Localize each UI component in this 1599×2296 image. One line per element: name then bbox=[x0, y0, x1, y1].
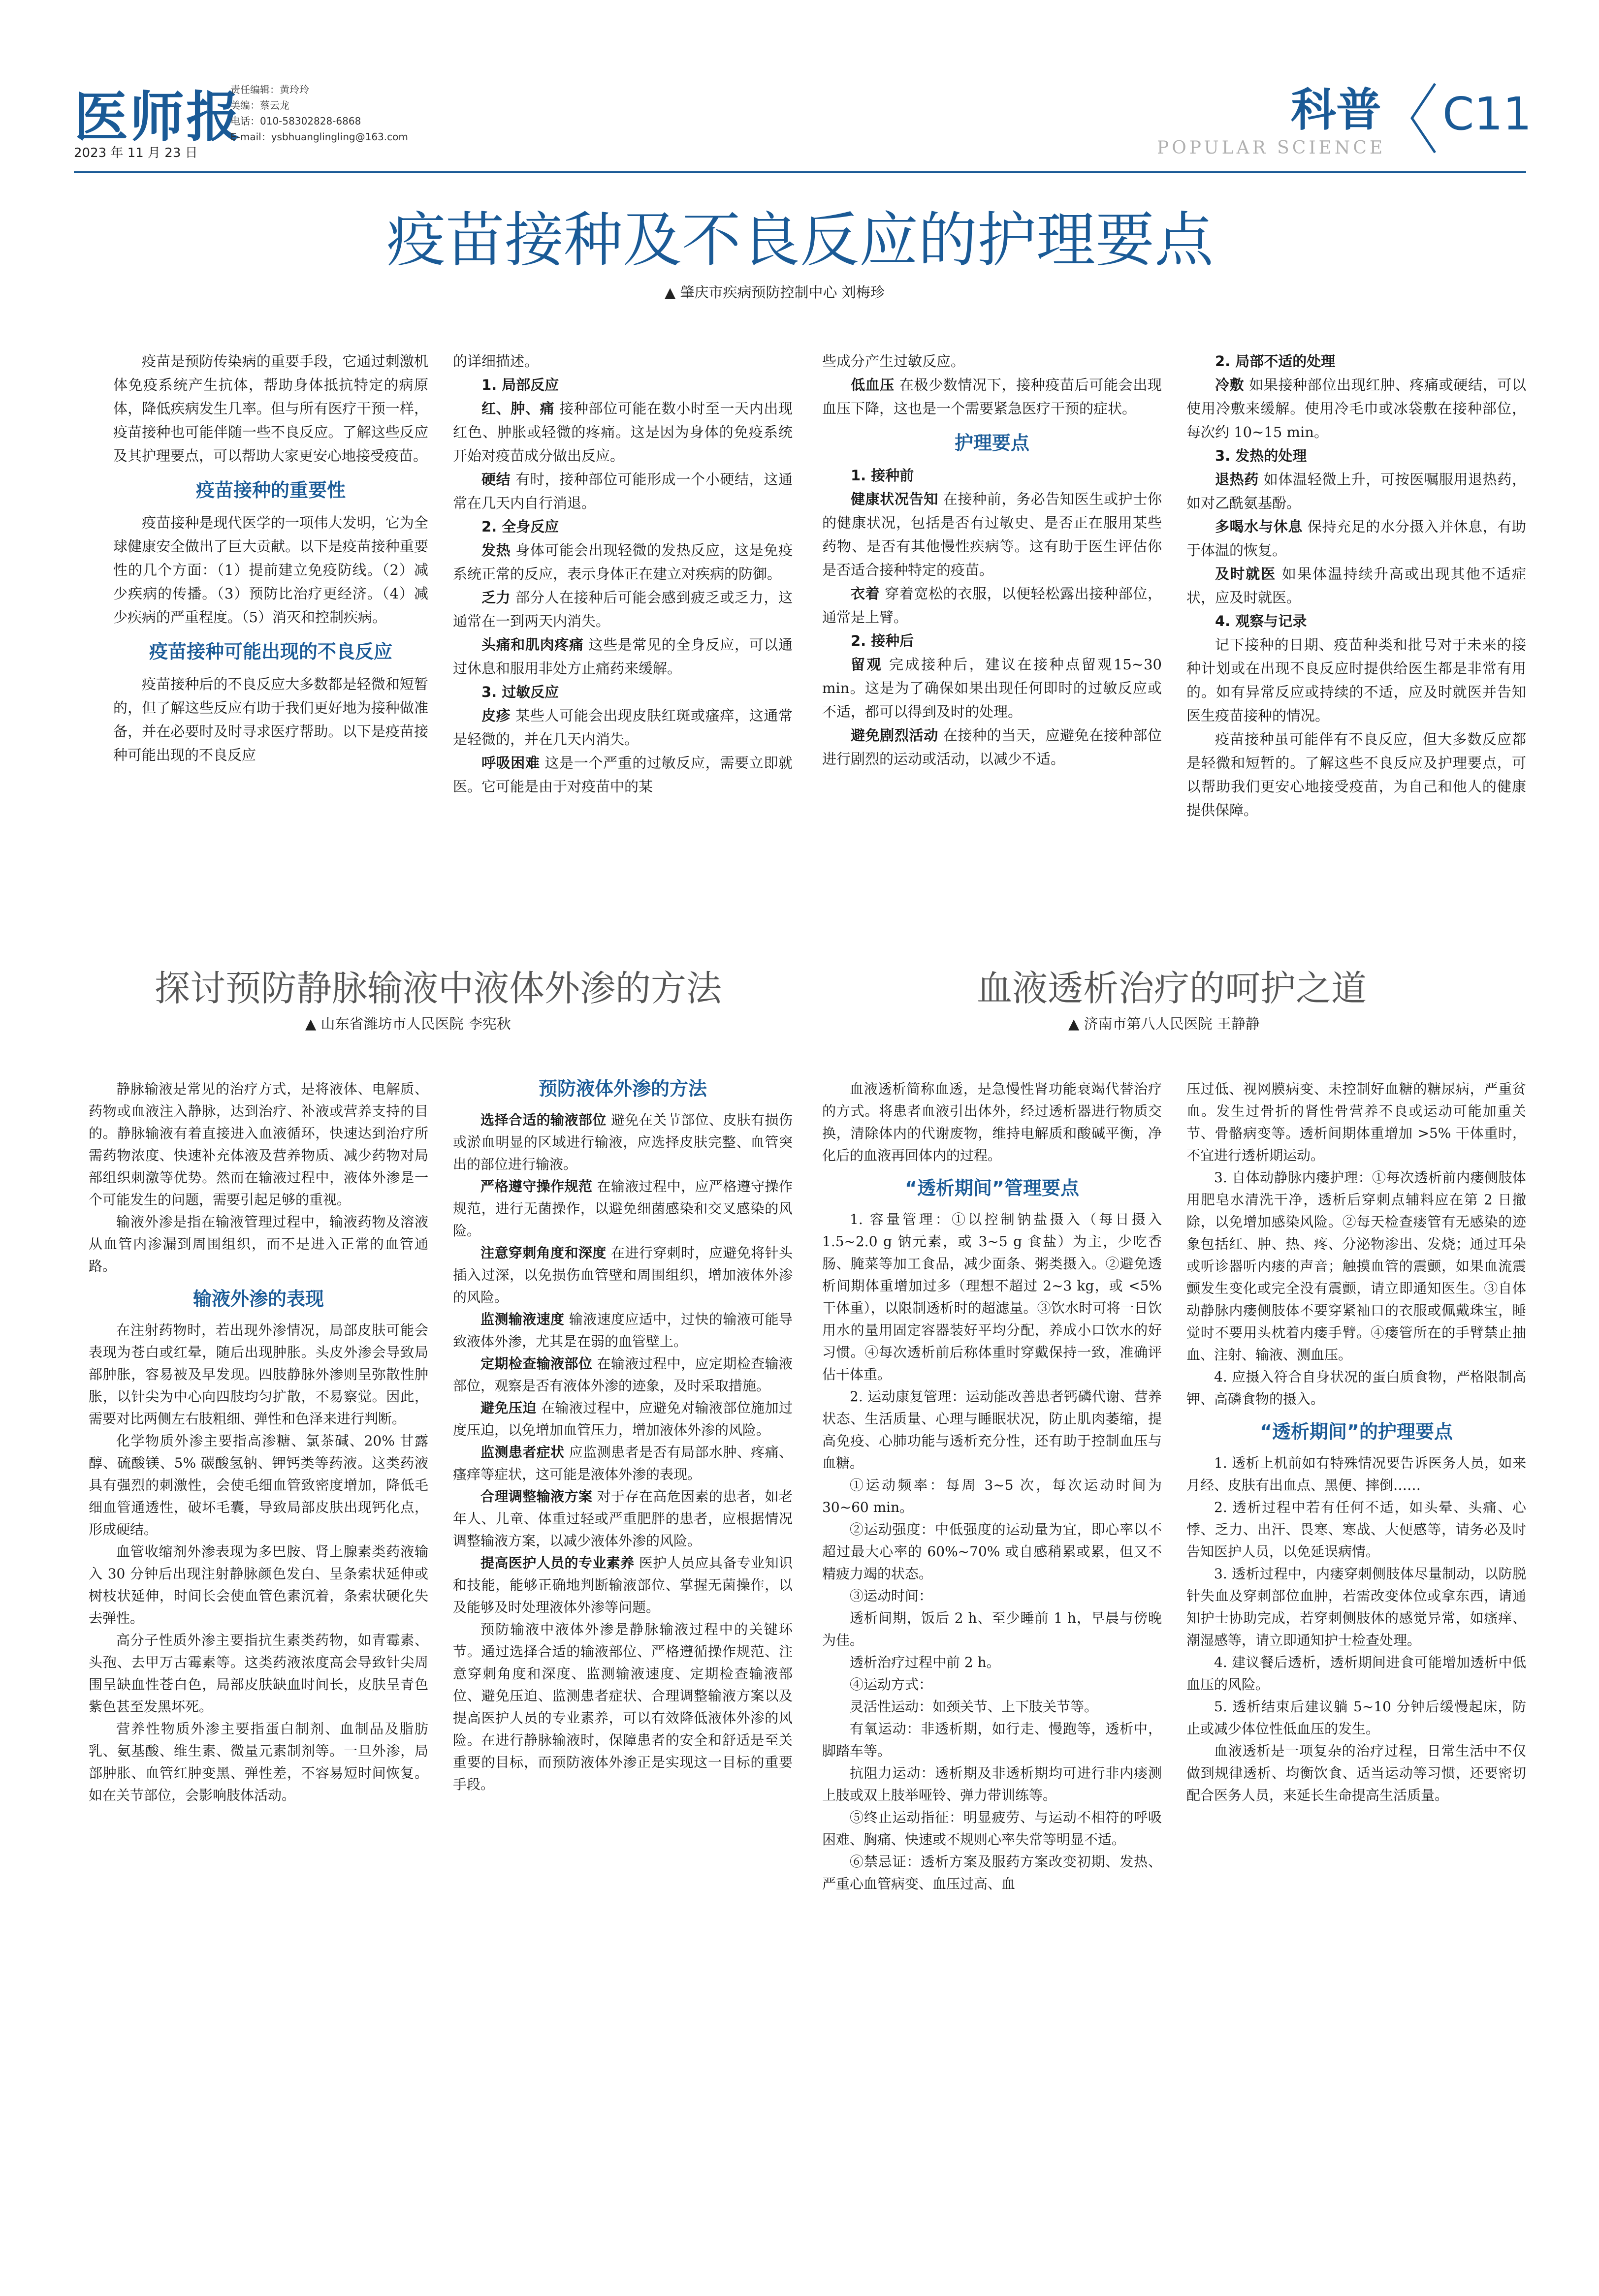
article1-column-1 bbox=[113, 349, 428, 767]
subheading: 2. 全身反应 bbox=[481, 518, 559, 535]
term-text: 部分人在接种后可能会感到疲乏或乏力，这通常在一到两天内消失。 bbox=[453, 589, 793, 629]
section-heading: 预防液体外渗的方法 bbox=[538, 1078, 707, 1100]
chevron-left-icon bbox=[1408, 79, 1438, 157]
article1-title: 疫苗接种及不良反应的护理要点 bbox=[386, 206, 1214, 275]
paragraph bbox=[822, 653, 1162, 723]
paragraph: ⑤终止运动指征：明显疲劳、与运动不相符的呼吸困难、胸痛、快速或不规则心率失常等明显不适。 bbox=[822, 1809, 1162, 1848]
term-text: 有时，接种部位可能形成一个小硬结，这通常在几天内自行消退。 bbox=[453, 471, 793, 511]
paragraph bbox=[1186, 562, 1526, 609]
paragraph bbox=[453, 538, 793, 586]
paragraph: 血液透析简称血透，是急慢性肾功能衰竭代替治疗的方式。将患者血液引出体外，经过透析器进行物质交换，清除体内的代谢废物，维持电解质和酸碱平衡，净化后的血液再回体内的过程。 bbox=[822, 1081, 1162, 1164]
editor-line: 责任编辑：黄玲玲 bbox=[230, 84, 309, 95]
paragraph bbox=[453, 1109, 793, 1175]
paragraph bbox=[453, 586, 793, 633]
term: 留观 bbox=[851, 656, 883, 673]
paragraph: ③运动时间： bbox=[850, 1588, 933, 1604]
subheading: 1. 接种前 bbox=[851, 467, 914, 484]
term-text: 某些人可能会出现皮肤红斑或瘙痒，这通常是轻微的，并在几天内消失。 bbox=[453, 707, 793, 748]
article1-column-3 bbox=[822, 349, 1162, 771]
paragraph: 1. 容量管理：①以控制钠盐摄入（每日摄入 1.5~2.0 g 钠元素，或 3~5 g 食盐）为主，少吃香肠、腌菜等加工食品，减少面条、粥类摄入。②避免透析间期体重增加过多（理想不超过 2~3 kg，或 <5% 干体重），以限制透析时的超滤量。③饮水时可将一日饮用水的量用固定容器装好平均分配，养成小口饮水的好习惯。④每次透析前后称体重时穿戴保持一致，准确评估干体重。 bbox=[822, 1211, 1162, 1383]
article2-byline: ▲ 山东省潍坊市人民医院 李宪秋 bbox=[305, 1015, 511, 1032]
term: 乏力 bbox=[481, 589, 511, 606]
paragraph: 输液外渗是指在输液管理过程中，输液药物及溶液从血管内渗漏到周围组织，而不是进入正常的血管通路。 bbox=[89, 1214, 428, 1274]
paragraph: 血管收缩剂外渗表现为多巴胺、肾上腺素类药液输入 30 分钟后出现注射静脉颜色发白、呈条索状延伸或树枝状延伸，时间长会使血管色素沉着，条索状硬化失去弹性。 bbox=[89, 1543, 428, 1626]
paragraph bbox=[453, 1441, 793, 1485]
term: 避免剧烈活动 bbox=[851, 727, 938, 744]
paragraph: 透析间期，饭后 2 h、至少睡前 1 h，早晨与傍晚为佳。 bbox=[822, 1610, 1162, 1648]
paragraph: 预防输液中液体外渗是静脉输液过程中的关键环节。通过选择合适的输液部位、严格遵循操作规范、注意穿刺角度和深度、监测输液速度、定期检查输液部位、避免压迫、监测患者症状、合理调整输液方案以及提高医护人员的专业素养，可以有效降低液体外渗的风险。在进行静脉输液时，保障患者的安全和舒适是至关重要的目标，而预防液体外渗正是实现这一目标的重要手段。 bbox=[453, 1621, 793, 1793]
paragraph: 血液透析是一项复杂的治疗过程，日常生活中不仅做到规律透析、均衡饮食、适当运动等习惯，还要密切配合医务人员，来延长生命提高生活质量。 bbox=[1186, 1743, 1526, 1803]
paragraph: 3. 透析过程中，内瘘穿刺侧肢体尽量制动，以防脱针失血及穿刺部位血肿，若需改变体位或拿东西，请通知护士协助完成，若穿刺侧肢体的感觉异常，如瘙痒、潮湿感等，请立即通知护士检查处理。 bbox=[1186, 1566, 1526, 1648]
paragraph bbox=[822, 582, 1162, 629]
paragraph bbox=[822, 373, 1162, 420]
paragraph: 疫苗是预防传染病的重要手段，它通过刺激机体免疫系统产生抗体，帮助身体抵抗特定的病原体，降低疾病发生几率。但与所有医疗干预一样，疫苗接种也可能伴随一些不良反应。了解这些反应及其护理要点，可以帮助大家更安心地接受疫苗。 bbox=[113, 353, 428, 464]
paragraph: 些成分产生过敏反应。 bbox=[822, 353, 965, 370]
masthead-rule bbox=[74, 171, 1526, 173]
term: 注意穿刺角度和深度 bbox=[480, 1245, 607, 1261]
paragraph bbox=[453, 1242, 793, 1308]
term-text: 身体可能会出现轻微的发热反应，这是免疫系统正常的反应，表示身体正在建立对疾病的防御。 bbox=[453, 542, 793, 582]
paragraph bbox=[453, 751, 793, 798]
paragraph: 3. 自体动静脉内瘘护理：①每次透析前内瘘侧肢体用肥皂水清洗干净，透析后穿刺点辅料应在第 2 日撤除，以免增加感染风险。②每天检查瘘管有无感染的迹象包括红、肿、热、疼、分泌物渗出、发烧；通过耳朵或听诊器听内瘘的声音；触摸血管的震颤，如果血流震颤发生变化或完全没有震颤，请立即通知医生。③自体动静脉内瘘侧肢体不要穿紧袖口的衣服或佩戴珠宝，睡觉时不要用头枕着内瘘手臂。④瘘管所在的手臂禁止抽血、注射、输液、测血压。 bbox=[1186, 1169, 1526, 1363]
paragraph: 记下接种的日期、疫苗种类和批号对于未来的接种计划或在出现不良反应时提供给医生都是非常有用的。如有异常反应或持续的不适，应及时就医并告知医生疫苗接种的情况。 bbox=[1186, 636, 1526, 724]
page-number: C11 bbox=[1442, 88, 1532, 140]
paragraph: ①运动频率：每周 3~5 次，每次运动时间为 30~60 min。 bbox=[822, 1477, 1162, 1515]
term-text: 医护人员应具备专业知识和技能，能够正确地判断输液部位、掌握无菌操作，以及能够及时处理液体外渗等问题。 bbox=[453, 1555, 793, 1615]
term-text: 如果接种部位出现红肿、疼痛或硬结，可以使用冷敷来缓解。使用冷毛巾或冰袋敷在接种部位，每次约 10~15 min。 bbox=[1186, 377, 1526, 440]
paragraph: ⑥禁忌证：透析方案及服药方案改变初期、发热、严重心血管病变、血压过高、血 bbox=[822, 1854, 1162, 1892]
paragraph bbox=[453, 1308, 793, 1352]
subheading: 3. 发热的处理 bbox=[1215, 447, 1307, 464]
term-text: 避免在关节部位、皮肤有损伤或淤血明显的区域进行输液，应选择皮肤完整、血管突出的部位进行输液。 bbox=[453, 1112, 793, 1172]
paragraph bbox=[453, 468, 793, 515]
paragraph: 抗阻力运动：透析期及非透析期均可进行非内瘘测上肢或双上肢举哑铃、弹力带训练等。 bbox=[822, 1765, 1162, 1803]
paragraph: 4. 应摄入符合自身状况的蛋白质食物，严格限制高钾、高磷食物的摄入。 bbox=[1186, 1369, 1526, 1407]
paragraph bbox=[453, 1175, 793, 1242]
phone-line: 电话：010-58302828-6868 bbox=[230, 115, 361, 127]
paragraph: 高分子性质外渗主要指抗生素类药物，如青霉素、头孢、去甲万古霉素等。这类药液浓度高会导致针尖周围呈缺血性苍白色，局部皮肤缺血时间长，皮肤呈青色紫色甚至发黑坏死。 bbox=[89, 1632, 428, 1715]
term: 低血压 bbox=[851, 377, 895, 393]
subheading: 3. 过敏反应 bbox=[481, 684, 559, 700]
subheading: 1. 局部反应 bbox=[481, 377, 559, 393]
section-heading: 护理要点 bbox=[954, 432, 1029, 454]
paragraph: 疫苗接种后的不良反应大多数都是轻微和短暂的，但了解这些反应有助于我们更好地为接种做准备，并在必要时及时寻求医疗帮助。以下是疫苗接种可能出现的不良反应 bbox=[113, 676, 428, 763]
article3-byline: ▲ 济南市第八人民医院 王静静 bbox=[1068, 1015, 1260, 1032]
term: 严格遵守操作规范 bbox=[480, 1178, 593, 1195]
term: 多喝水与休息 bbox=[1215, 518, 1303, 535]
paragraph: 透析治疗过程中前 2 h。 bbox=[850, 1654, 1000, 1670]
paragraph bbox=[453, 1352, 793, 1397]
term-text: 在极少数情况下，接种疫苗后可能会出现血压下降，这也是一个需要紧急医疗干预的症状。 bbox=[822, 377, 1162, 417]
paragraph: ④运动方式： bbox=[850, 1676, 933, 1693]
term-text: 这些是常见的全身反应，可以通过休息和服用非处方止痛药来缓解。 bbox=[453, 636, 793, 677]
term-text: 穿着宽松的衣服，以便轻松露出接种部位，通常是上臂。 bbox=[822, 585, 1162, 626]
term: 定期检查输液部位 bbox=[480, 1355, 593, 1372]
section-heading: 输液外渗的表现 bbox=[192, 1288, 324, 1310]
article3-column-1 bbox=[822, 1078, 1162, 1895]
editor-info bbox=[230, 82, 408, 145]
email-line: E-mail：ysbhuanglingling@163.com bbox=[230, 131, 408, 143]
term-text: 在接种的当天，应避免在接种部位进行剧烈的运动或活动，以减少不适。 bbox=[822, 727, 1162, 767]
term: 发热 bbox=[481, 542, 511, 559]
term: 衣着 bbox=[851, 585, 880, 602]
designer-line: 美编：蔡云龙 bbox=[230, 99, 289, 111]
paragraph: 营养性物质外渗主要指蛋白制剂、血制品及脂肪乳、氨基酸、维生素、微量元素制剂等。一旦外渗，局部肿胀、血管红肿变黑、弹性差，不容易短时间恢复。如在关节部位，会影响肢体活动。 bbox=[89, 1721, 428, 1803]
term: 头痛和肌肉疼痛 bbox=[481, 636, 584, 653]
paragraph bbox=[453, 1552, 793, 1618]
article1-column-2 bbox=[453, 349, 793, 798]
article1-column-4 bbox=[1186, 349, 1526, 822]
paragraph: 静脉输液是常见的治疗方式，是将液体、电解质、药物或血液注入静脉，达到治疗、补液或营养支持的目的。静脉输液有着直接进入血液循环，快速达到治疗所需药物浓度、快速补充体液及营养物质、减少药物对局部组织刺激等优势。然而在输液过程中，液体外渗是一个可能发生的问题，需要引起足够的重视。 bbox=[89, 1081, 428, 1208]
section-title: 科普 bbox=[1291, 84, 1382, 136]
paragraph: 的详细描述。 bbox=[453, 353, 539, 370]
term: 健康状况告知 bbox=[851, 491, 938, 507]
article2-column-2 bbox=[453, 1078, 793, 1795]
term: 退热药 bbox=[1215, 471, 1259, 488]
paragraph: 4. 建议餐后透析，透析期间进食可能增加透析中低血压的风险。 bbox=[1186, 1654, 1526, 1693]
term-text: 在接种前，务必告知医生或护士你的健康状况，包括是否有过敏史、是否正在服用某些药物、是否有其他慢性疾病等。这有助于医生评估你是否适合接种特定的疫苗。 bbox=[822, 491, 1162, 578]
term-text: 如果体温持续升高或出现其他不适症状，应及时就医。 bbox=[1186, 566, 1526, 606]
newspaper-logo: 医师报 bbox=[74, 85, 242, 149]
paragraph bbox=[453, 1397, 793, 1441]
section-heading: 疫苗接种的重要性 bbox=[195, 479, 346, 501]
term: 合理调整输液方案 bbox=[480, 1488, 593, 1505]
term-text: 接种部位可能在数小时至一天内出现红色、肿胀或轻微的疼痛。这是因为身体的免疫系统开始对疫苗成分做出反应。 bbox=[453, 400, 793, 464]
term-text: 对于存在高危因素的患者，如老年人、儿童、体重过轻或严重肥胖的患者，应根据情况调整输液方案，以减少液体外渗的风险。 bbox=[453, 1488, 793, 1549]
paragraph: 2. 透析过程中若有任何不适，如头晕、头痛、心悸、乏力、出汗、畏寒、寒战、大便感等，请务必及时告知医护人员，以免延误病情。 bbox=[1186, 1499, 1526, 1560]
subheading: 2. 接种后 bbox=[851, 632, 914, 649]
term-text: 应监测患者是否有局部水肿、疼痛、瘙痒等症状，这可能是液体外渗的表现。 bbox=[453, 1444, 793, 1482]
term: 冷敷 bbox=[1215, 377, 1245, 393]
paragraph bbox=[822, 723, 1162, 771]
paragraph bbox=[453, 633, 793, 680]
term-text: 保持充足的水分摄入并休息，有助于体温的恢复。 bbox=[1186, 518, 1526, 559]
paragraph: 5. 透析结束后建议躺 5~10 分钟后缓慢起床，防止或减少体位性低血压的发生。 bbox=[1186, 1698, 1526, 1737]
term: 避免压迫 bbox=[480, 1400, 537, 1416]
term-text: 完成接种后，建议在接种点留观15~30 min。这是为了确保如果出现任何即时的过敏反应或不适，都可以得到及时的处理。 bbox=[822, 656, 1162, 720]
term: 硬结 bbox=[481, 471, 511, 488]
paragraph: 1. 透析上机前如有特殊情况要告诉医务人员，如来月经、皮肤有出血点、黑便、摔倒…… bbox=[1186, 1455, 1526, 1493]
article3-column-2 bbox=[1186, 1078, 1526, 1806]
paragraph: 有氧运动：非透析期，如行走、慢跑等，透析中，脚踏车等。 bbox=[822, 1721, 1162, 1759]
subheading: 4. 观察与记录 bbox=[1215, 613, 1307, 629]
article3-title: 血液透析治疗的呵护之道 bbox=[976, 968, 1367, 1009]
term-text: 在输液过程中，应避免对输液部位施加过度压迫，以免增加血管压力，增加液体外渗的风险。 bbox=[453, 1400, 793, 1438]
paragraph bbox=[453, 397, 793, 468]
term: 监测输液速度 bbox=[480, 1311, 565, 1327]
term: 皮疹 bbox=[481, 707, 511, 724]
section-heading: “透析期间”管理要点 bbox=[905, 1177, 1079, 1199]
paragraph: 在注射药物时，若出现外渗情况，局部皮肤可能会表现为苍白或红晕，随后出现肿胀。头皮外渗会导致局部肿胀，容易被及早发现。四肢静脉外渗则呈弥散性肿胀，以针尖为中心向四肢均匀扩散，不易察觉。因此，需要对比两侧左右肢粗细、弹性和色泽来进行判断。 bbox=[89, 1322, 428, 1427]
paragraph bbox=[453, 1485, 793, 1552]
publication-date: 2023 年 11 月 23 日 bbox=[74, 146, 198, 160]
paragraph: 压过低、视网膜病变、未控制好血糖的糖尿病，严重贫血。发生过骨折的肾性骨营养不良或运动可能加重关节、骨骼病变等。透析间期体重增加 >5% 干体重时，不宜进行透析期运动。 bbox=[1186, 1081, 1526, 1164]
term: 选择合适的输液部位 bbox=[480, 1112, 607, 1128]
paragraph: 疫苗接种是现代医学的一项伟大发明，它为全球健康安全做出了巨大贡献。以下是疫苗接种重要性的几个方面：（1）提前建立免疫防线。（2）减少疾病的传播。（3）预防比治疗更经济。（4）减少疾病的严重程度。（5）消灭和控制疾病。 bbox=[113, 514, 428, 626]
paragraph bbox=[1186, 468, 1526, 515]
paragraph: 2. 运动康复管理：运动能改善患者钙磷代谢、营养状态、生活质量、心理与睡眠状况，防止肌肉萎缩，提高免疫、心肺功能与透析充分性，还有助于控制血压与血糖。 bbox=[822, 1388, 1162, 1471]
term: 呼吸困难 bbox=[481, 755, 540, 771]
paragraph: 化学物质外渗主要指高渗糖、氯茶碱、20% 甘露醇、硫酸镁、5% 碳酸氢钠、钾钙类等药液。这类药液具有强烈的刺激性，会使毛细血管致密度增加，降低毛细血管通透性，破坏毛囊，导致局部皮肤出现钙化点，形成硬结。 bbox=[89, 1433, 428, 1538]
paragraph bbox=[1186, 515, 1526, 562]
term-text: 在输液过程中，应定期检查输液部位，观察是否有液体外渗的迹象，及时采取措施。 bbox=[453, 1355, 793, 1394]
article2-title: 探讨预防静脉输液中液体外渗的方法 bbox=[154, 968, 722, 1009]
section-heading: 疫苗接种可能出现的不良反应 bbox=[149, 641, 392, 662]
paragraph bbox=[1186, 373, 1526, 444]
paragraph: 疫苗接种虽可能伴有不良反应，但大多数反应都是轻微和短暂的。了解这些不良反应及护理要点，可以帮助我们更安心地接受疫苗，为自己和他人的健康提供保障。 bbox=[1186, 731, 1526, 818]
term: 及时就医 bbox=[1215, 566, 1277, 582]
article1-byline: ▲ 肇庆市疾病预防控制中心 刘梅珍 bbox=[665, 284, 885, 301]
paragraph bbox=[453, 704, 793, 751]
term: 红、肿、痛 bbox=[481, 400, 555, 417]
term: 提高医护人员的专业素养 bbox=[480, 1555, 635, 1571]
paragraph: 灵活性运动：如颈关节、上下肢关节等。 bbox=[850, 1698, 1098, 1715]
term-text: 在进行穿刺时，应避免将针头插入过深，以免损伤血管壁和周围组织，增加液体外渗的风险。 bbox=[453, 1245, 793, 1305]
term: 监测患者症状 bbox=[480, 1444, 565, 1460]
term-text: 在输液过程中，应严格遵守操作规范，进行无菌操作，以避免细菌感染和交叉感染的风险。 bbox=[453, 1178, 793, 1239]
subheading: 2. 局部不适的处理 bbox=[1215, 353, 1336, 370]
term-text: 输液速度应适中，过快的输液可能导致液体外渗，尤其是在弱的血管壁上。 bbox=[453, 1311, 793, 1350]
term-text: 这是一个严重的过敏反应，需要立即就医。它可能是由于对疫苗中的某 bbox=[453, 755, 793, 795]
paragraph bbox=[822, 487, 1162, 582]
article2-column-1 bbox=[89, 1078, 428, 1806]
paragraph: ②运动强度：中低强度的运动量为宜，即心率以不超过最大心率的 60%~70% 或自感稍累或累，但又不精疲力竭的状态。 bbox=[822, 1521, 1162, 1582]
section-title-en: POPULAR SCIENCE bbox=[1157, 138, 1386, 158]
masthead bbox=[74, 74, 1532, 160]
term-text: 如体温轻微上升，可按医嘱服用退热药，如对乙酰氨基酚。 bbox=[1186, 471, 1526, 511]
section-heading: “透析期间”的护理要点 bbox=[1260, 1421, 1453, 1443]
